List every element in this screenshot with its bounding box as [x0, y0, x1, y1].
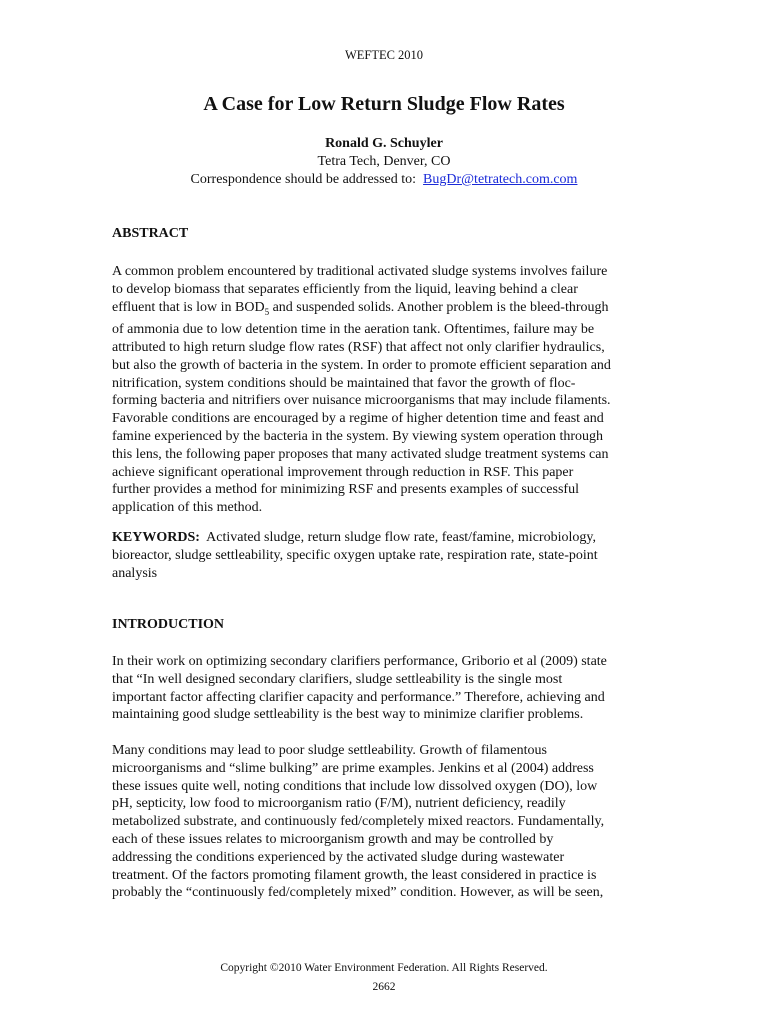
- abstract-line-bod-rest: and suspended solids. Another problem is the bleed-through: [269, 299, 609, 315]
- abstract-body: [112, 263, 660, 517]
- introduction-heading: INTRODUCTION: [112, 617, 225, 632]
- introduction-paragraph-2: [112, 742, 660, 902]
- abstract-line: of ammonia due to low detention time in the aeration tank. Oftentimes, failure may be: [112, 322, 595, 338]
- keywords-block: [112, 529, 660, 582]
- keywords-label: KEYWORDS:: [112, 530, 200, 545]
- correspondence-label: Correspondence should be addressed to:: [190, 172, 417, 187]
- intro-line: that “In well designed secondary clarifiers, sludge settleability is the single most: [112, 671, 563, 687]
- abstract-line: A common problem encountered by traditional activated sludge systems involves failure: [112, 264, 608, 279]
- abstract-line: application of this method.: [112, 500, 263, 516]
- abstract-line: nitrification, system conditions should be maintained that favor the growth of floc-: [112, 375, 576, 391]
- intro-line: maintaining good sludge settleability is the best way to minimize clarifier problems.: [112, 707, 584, 723]
- conference-header: WEFTEC 2010: [344, 48, 424, 62]
- intro-line: Many conditions may lead to poor sludge settleability. Growth of filamentous: [112, 743, 547, 758]
- keywords-text: Activated sludge, return sludge flow rate, feast/famine, microbiology,: [199, 530, 596, 545]
- intro-line: probably the “continuously fed/completely mixed” condition. However, as will be seen,: [112, 885, 604, 901]
- intro-line: each of these issues relates to microorganism growth and may be controlled by: [112, 831, 554, 847]
- intro-line: important factor affecting clarifier capacity and performance.” Therefore, achieving and: [112, 689, 605, 705]
- bod-subscript: 5: [264, 306, 270, 317]
- keywords-line: [112, 529, 660, 547]
- author-name: Ronald G. Schuyler: [325, 136, 443, 151]
- author-affiliation: Tetra Tech, Denver, CO: [317, 154, 451, 169]
- abstract-line: attributed to high return sludge flow rates (RSF) that affect not only clarifier hydraulics,: [112, 339, 605, 355]
- abstract-line-bod: [112, 299, 660, 322]
- email-link[interactable]: BugDr@tetratech.com.com: [423, 172, 578, 187]
- keywords-line: analysis: [112, 565, 158, 581]
- page-number: 2662: [372, 981, 396, 993]
- intro-line: treatment. Of the factors promoting filament growth, the least considered in practice is: [112, 867, 597, 883]
- abstract-line: famine experienced by the bacteria in the system. By viewing system operation through: [112, 428, 604, 444]
- intro-line: pH, septicity, low food to microorganism ratio (F/M), nutrient deficiency, readily: [112, 796, 566, 812]
- abstract-heading: ABSTRACT: [112, 226, 189, 241]
- copyright-footer: Copyright ©2010 Water Environment Federation. All Rights Reserved.: [220, 962, 548, 974]
- abstract-line: forming bacteria and nitrifiers over nuisance microorganisms that may include filaments.: [112, 393, 611, 409]
- abstract-line: achieve significant operational improvement through reduction in RSF. This paper: [112, 464, 574, 480]
- intro-line: these issues quite well, noting conditions that include low dissolved oxygen (DO), low: [112, 778, 598, 794]
- introduction-paragraph-1: [112, 653, 660, 724]
- intro-line: microorganisms and “slime bulking” are prime examples. Jenkins et al (2004) address: [112, 760, 594, 776]
- abstract-line: but also the growth of bacteria in the system. In order to promote efficient separation and: [112, 357, 611, 373]
- intro-line: addressing the conditions experienced by the activated sludge during wastewater: [112, 849, 565, 865]
- keywords-line: bioreactor, sludge settleability, specific oxygen uptake rate, respiration rate, state-point: [112, 547, 598, 563]
- abstract-line: to develop biomass that separates efficiently from the liquid, leaving behind a clear: [112, 281, 578, 297]
- paper-title: A Case for Low Return Sludge Flow Rates: [203, 93, 565, 115]
- abstract-line-bod-start: effluent that is low in BOD: [112, 299, 265, 315]
- correspondence-line: [0, 172, 768, 188]
- intro-line: metabolized substrate, and continuously fed/completely mixed reactors. Fundamentally,: [112, 814, 605, 830]
- intro-line: In their work on optimizing secondary clarifiers performance, Griborio et al (2009) state: [112, 654, 607, 669]
- abstract-line: this lens, the following paper proposes that many activated sludge treatment systems can: [112, 446, 609, 462]
- abstract-line: further provides a method for minimizing RSF and presents examples of successful: [112, 482, 579, 498]
- abstract-line: Favorable conditions are encouraged by a regime of higher detention time and feast and: [112, 411, 604, 427]
